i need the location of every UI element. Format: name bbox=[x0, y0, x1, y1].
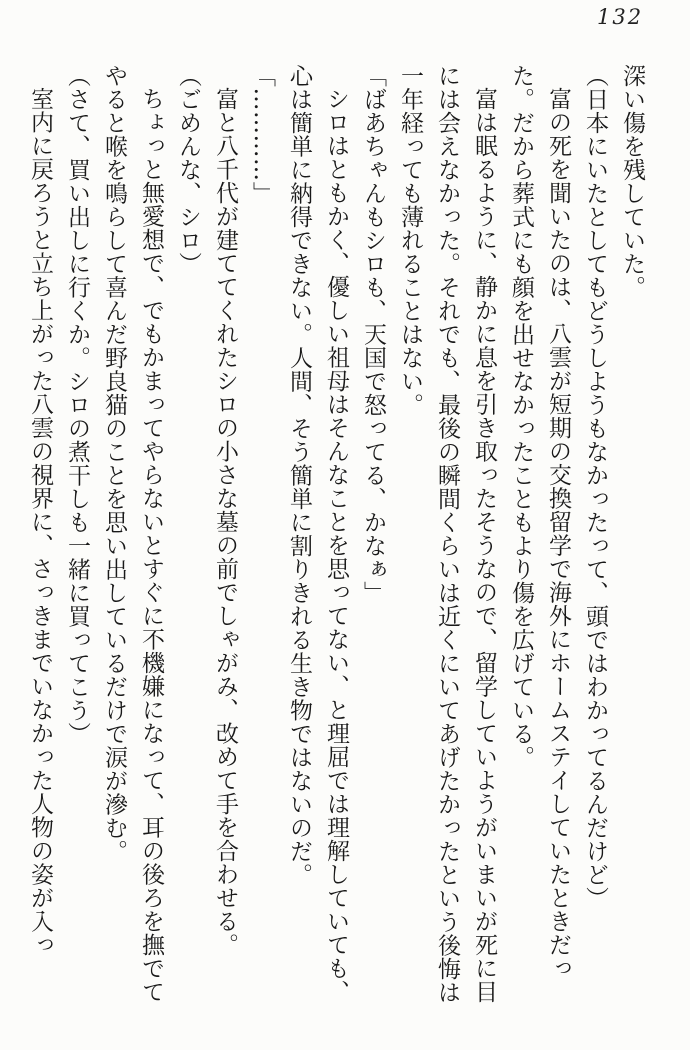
paragraph: （ごめんな、シロ） bbox=[175, 64, 201, 276]
vertical-text-block bbox=[14, 64, 650, 1004]
page-number: 132 bbox=[597, 5, 644, 29]
paragraph: 富と八千代が建ててくれたシロの小さな墓の前でしゃがみ、改めて手を合わせる。 bbox=[212, 87, 238, 957]
paragraph: （日本にいたとしてもどうしようもなかったって、頭ではわかってるんだけど） bbox=[582, 64, 608, 910]
paragraph: シロはともかく、優しい祖母はそんなことを思ってない、と理屈では理解していても、心は簡単に納得できない。人間、そう簡単に割りきれる生き物ではないのだ。 bbox=[286, 64, 349, 1004]
paragraph: 富は眠るように、静かに息を引き取ったそうなので、留学していようがいまいが死に目には会えなかった。それでも、最後の瞬間くらいは近くにいてあげたかったという後悔は一年経っても薄れることはない。 bbox=[397, 64, 497, 1004]
paragraph: 深い傷を残していた。 bbox=[619, 64, 645, 299]
paragraph: （さて、買い出しに行くか。シロの煮干しも一緒に買ってこう） bbox=[64, 64, 90, 746]
paragraph: 「…………」 bbox=[249, 64, 275, 205]
paragraph: 「ばあちゃんもシロも、天国で怒ってる、かなぁ」 bbox=[360, 64, 386, 605]
paragraph: 富の死を聞いたのは、八雲が短期の交換留学で海外にホームステイしていたときだった。だから葬式にも顔を出せなかったこともより傷を広げている。 bbox=[508, 64, 571, 980]
paragraph: ちょっと無愛想で、でもかまってやらないとすぐに不機嫌になって、耳の後ろを撫でてやると喉を鳴らして喜んだ野良猫のことを思い出しているだけで涙が滲む。 bbox=[101, 64, 164, 1004]
paragraph: 室内に戻ろうと立ち上がった八雲の視界に、さっきまでいなかった人物の姿が入っ bbox=[27, 87, 53, 957]
